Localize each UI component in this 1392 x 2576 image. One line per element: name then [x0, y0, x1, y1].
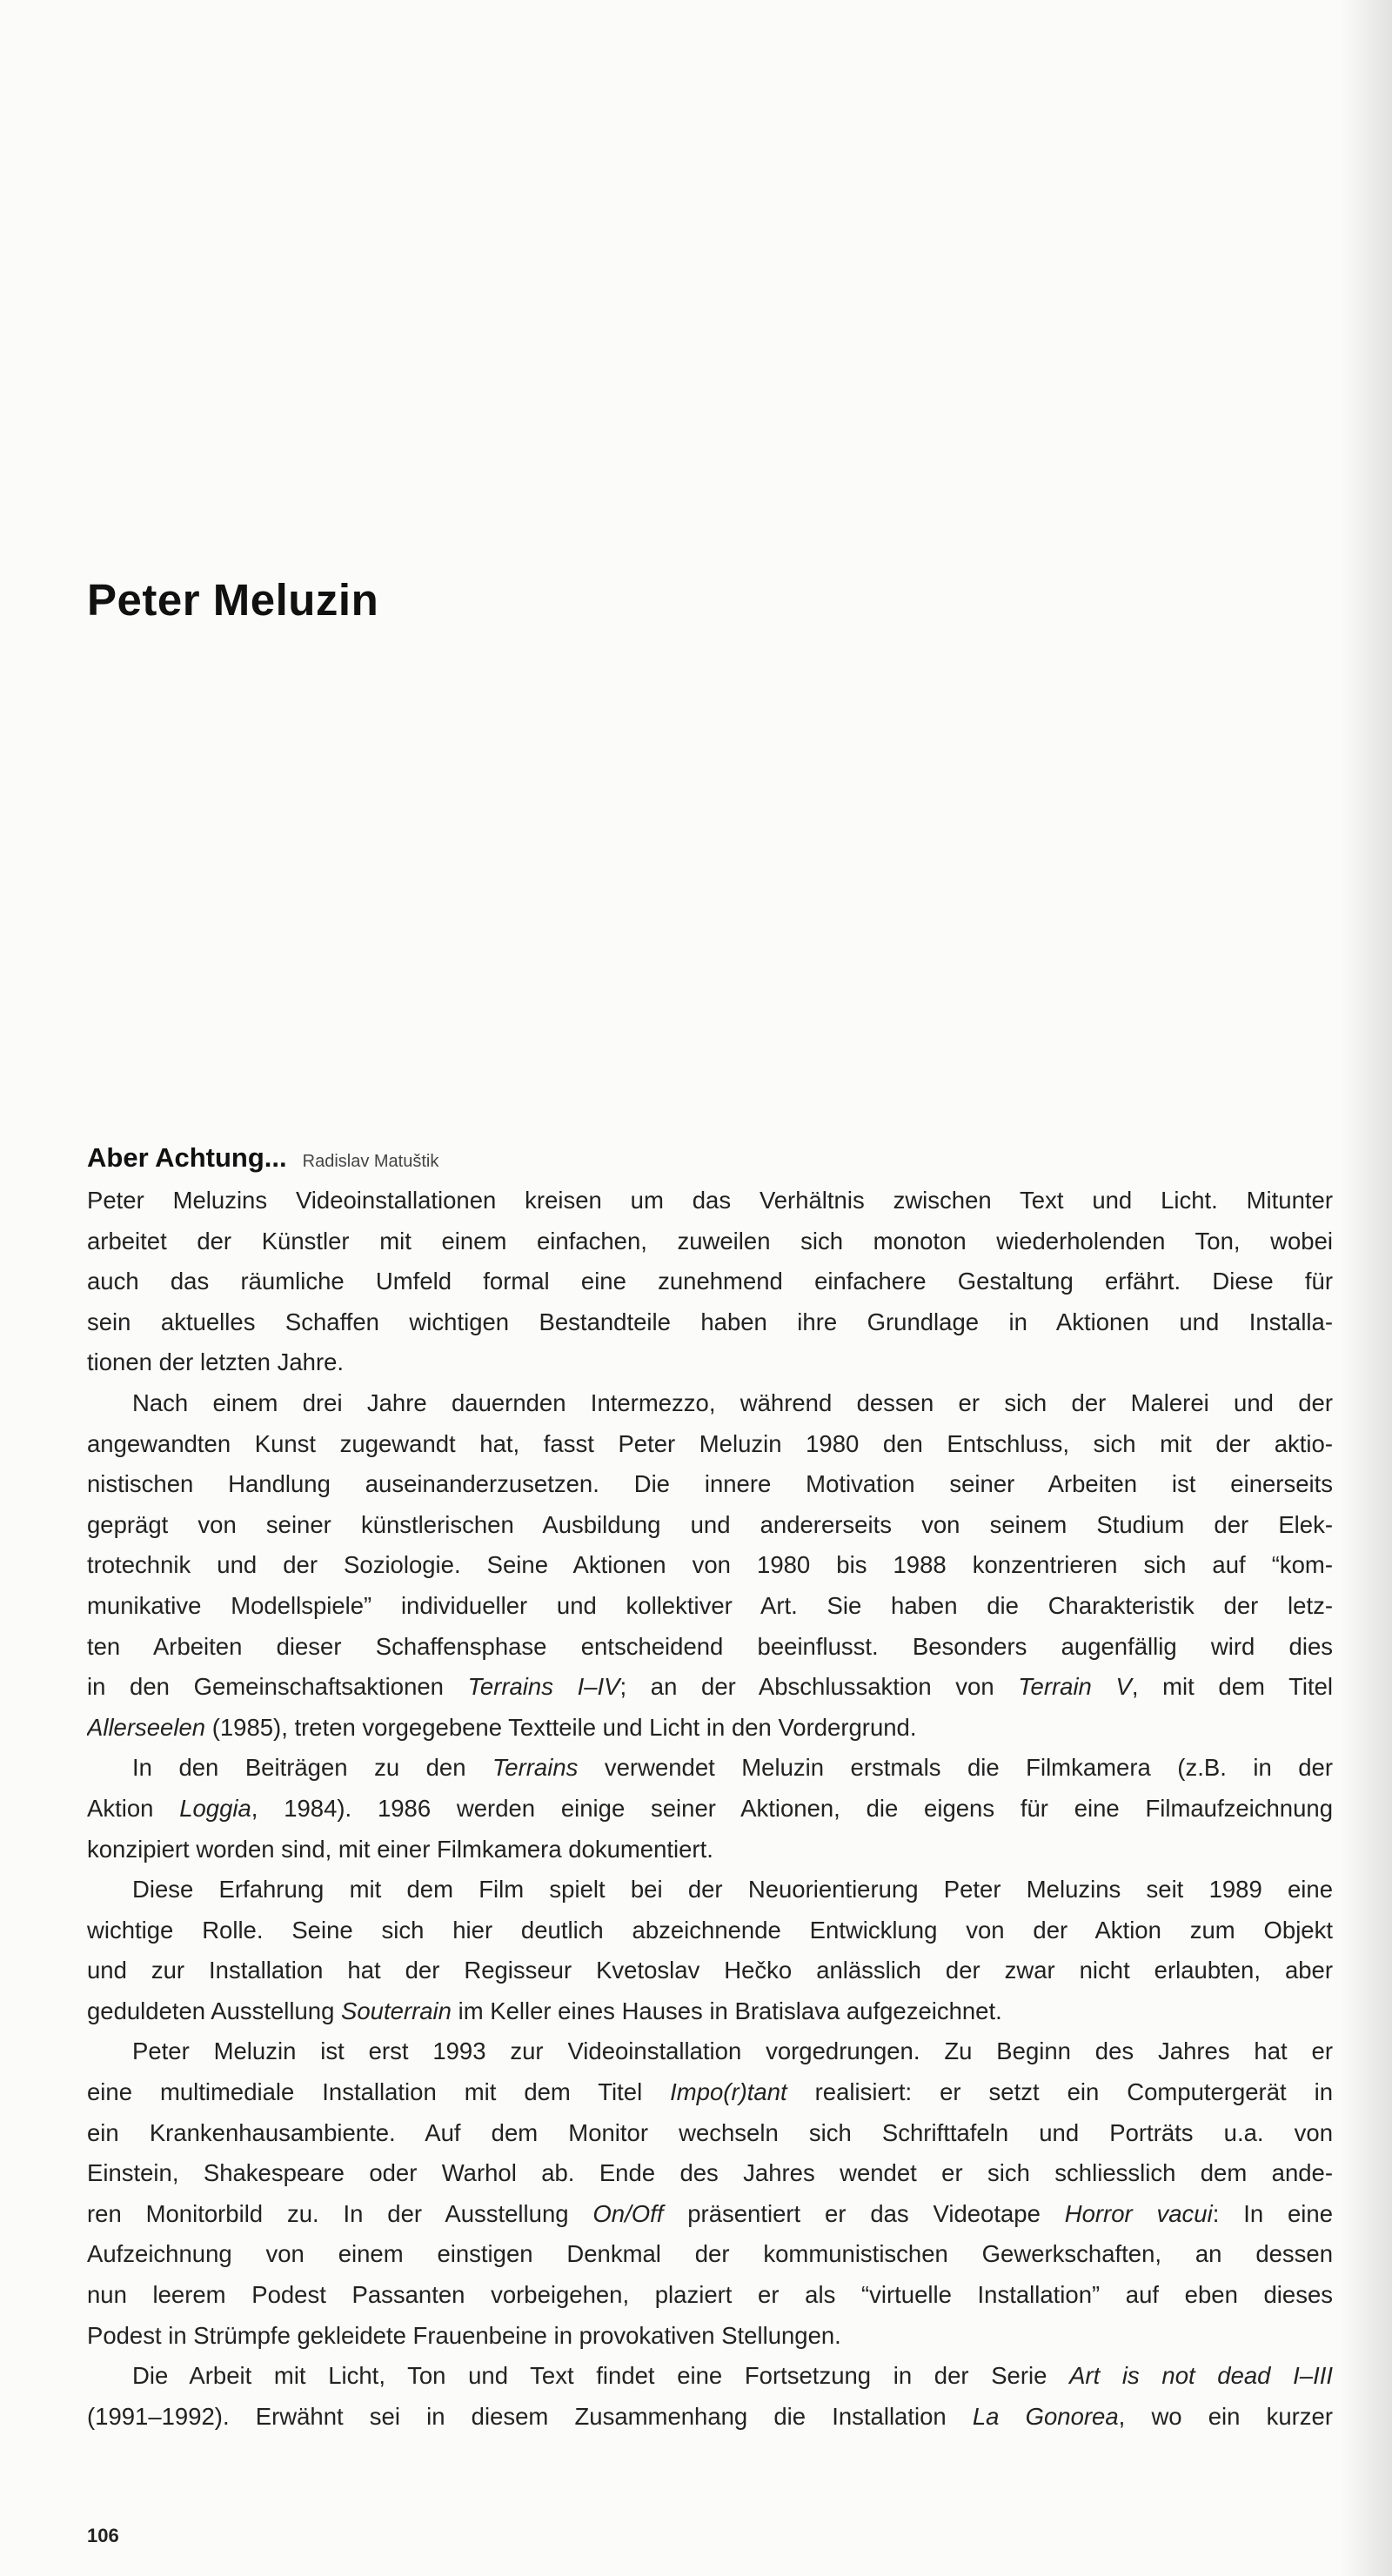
body-line: und zur Installation hat der Regisseur Kvetoslav Hečko anlässlich der zwar nicht erlaubten, aber: [87, 1957, 1333, 1984]
body-line: Allerseelen (1985), treten vorgegebene Textteile und Licht in den Vordergrund.: [87, 1713, 917, 1741]
body-line: Die Arbeit mit Licht, Ton und Text findet eine Fortsetzung in der Serie Art is not dead I–III: [132, 2362, 1333, 2390]
body-line: Podest in Strümpfe gekleidete Frauenbeine in provokativen Stellungen.: [87, 2321, 841, 2349]
body-line: nistischen Handlung auseinanderzusetzen. Die innere Motivation seiner Arbeiten ist einerseits: [87, 1470, 1333, 1498]
body-line: Peter Meluzins Videoinstallationen kreisen um das Verhältnis zwischen Text und Licht. Mitunter: [87, 1187, 1333, 1214]
body-line: tionen der letzten Jahre.: [87, 1348, 345, 1376]
body-line: ten Arbeiten dieser Schaffensphase entscheidend beeinflusst. Besonders augenfällig wird dies: [87, 1632, 1333, 1660]
article-author: Radislav Matuštik: [302, 1152, 439, 1171]
page-edge-shadow: [1340, 0, 1392, 2576]
page-title: Peter Meluzin: [87, 575, 379, 625]
body-line: konzipiert worden sind, mit einer Filmkamera dokumentiert.: [87, 1835, 713, 1863]
body-line: auch das räumliche Umfeld formal eine zunehmend einfachere Gestaltung erfährt. Diese für: [87, 1268, 1333, 1295]
body-line: wichtige Rolle. Seine sich hier deutlich abzeichnende Entwicklung von der Aktion zum Objekt: [87, 1916, 1333, 1944]
body-line: in den Gemeinschaftsaktionen Terrains I–IV; an der Abschlussaktion von Terrain V, mit dem Titel: [87, 1673, 1333, 1701]
body-line: trotechnik und der Soziologie. Seine Aktionen von 1980 bis 1988 konzentrieren sich auf “kom-: [87, 1551, 1333, 1579]
body-line: nun leerem Podest Passanten vorbeigehen, plaziert er als “virtuelle Installation” auf eben dieses: [87, 2281, 1333, 2309]
body-line: Aktion Loggia, 1984). 1986 werden einige seiner Aktionen, die eigens für eine Filmaufzeichnung: [87, 1794, 1333, 1822]
body-line: Aufzeichnung von einem einstigen Denkmal der kommunistischen Gewerkschaften, an dessen: [87, 2240, 1333, 2268]
body-line: geprägt von seiner künstlerischen Ausbildung und andererseits von seinem Studium der Elek-: [87, 1510, 1333, 1538]
body-line: sein aktuelles Schaffen wichtigen Bestandteile haben ihre Grundlage in Aktionen und Installa-: [87, 1308, 1333, 1335]
body-line: In den Beiträgen zu den Terrains verwendet Meluzin erstmals die Filmkamera (z.B. in der: [132, 1754, 1333, 1782]
body-line: Diese Erfahrung mit dem Film spielt bei der Neuorientierung Peter Meluzins seit 1989 eine: [132, 1876, 1333, 1904]
body-line: eine multimediale Installation mit dem Titel Impo(r)tant realisiert: er setzt ein Computergerät in: [87, 2078, 1333, 2106]
body-line: (1991–1992). Erwähnt sei in diesem Zusammenhang die Installation La Gonorea, wo ein kurzer: [87, 2402, 1333, 2430]
body-line: angewandten Kunst zugewandt hat, fasst Peter Meluzin 1980 den Entschluss, sich mit der aktio-: [87, 1429, 1333, 1457]
article-heading-line: [87, 1135, 1333, 1181]
body-line: Einstein, Shakespeare oder Warhol ab. Ende des Jahres wendet er sich schliesslich dem ande-: [87, 2159, 1333, 2187]
body-line: ein Krankenhausambiente. Auf dem Monitor wechseln sich Schrifttafeln und Porträts u.a. von: [87, 2118, 1333, 2146]
article: [87, 1135, 1333, 2437]
page-number: 106: [87, 2525, 119, 2546]
article-body: [87, 1181, 1333, 2437]
body-line: Peter Meluzin ist erst 1993 zur Videoinstallation vorgedrungen. Zu Beginn des Jahres hat er: [132, 2037, 1333, 2065]
body-line: ren Monitorbild zu. In der Ausstellung On/Off präsentiert er das Videotape Horror vacui: In eine: [87, 2199, 1333, 2227]
body-line: arbeitet der Künstler mit einem einfachen, zuweilen sich monoton wiederholenden Ton, wobei: [87, 1227, 1333, 1255]
body-line: geduldeten Ausstellung Souterrain im Keller eines Hauses in Bratislava aufgezeichnet.: [87, 1997, 1002, 2024]
body-line: munikative Modellspiele” individueller und kollektiver Art. Sie haben die Charakteristik der letz-: [87, 1591, 1333, 1619]
body-line: Nach einem drei Jahre dauernden Intermezzo, während dessen er sich der Malerei und der: [132, 1388, 1333, 1416]
article-heading: Aber Achtung...: [87, 1142, 287, 1173]
